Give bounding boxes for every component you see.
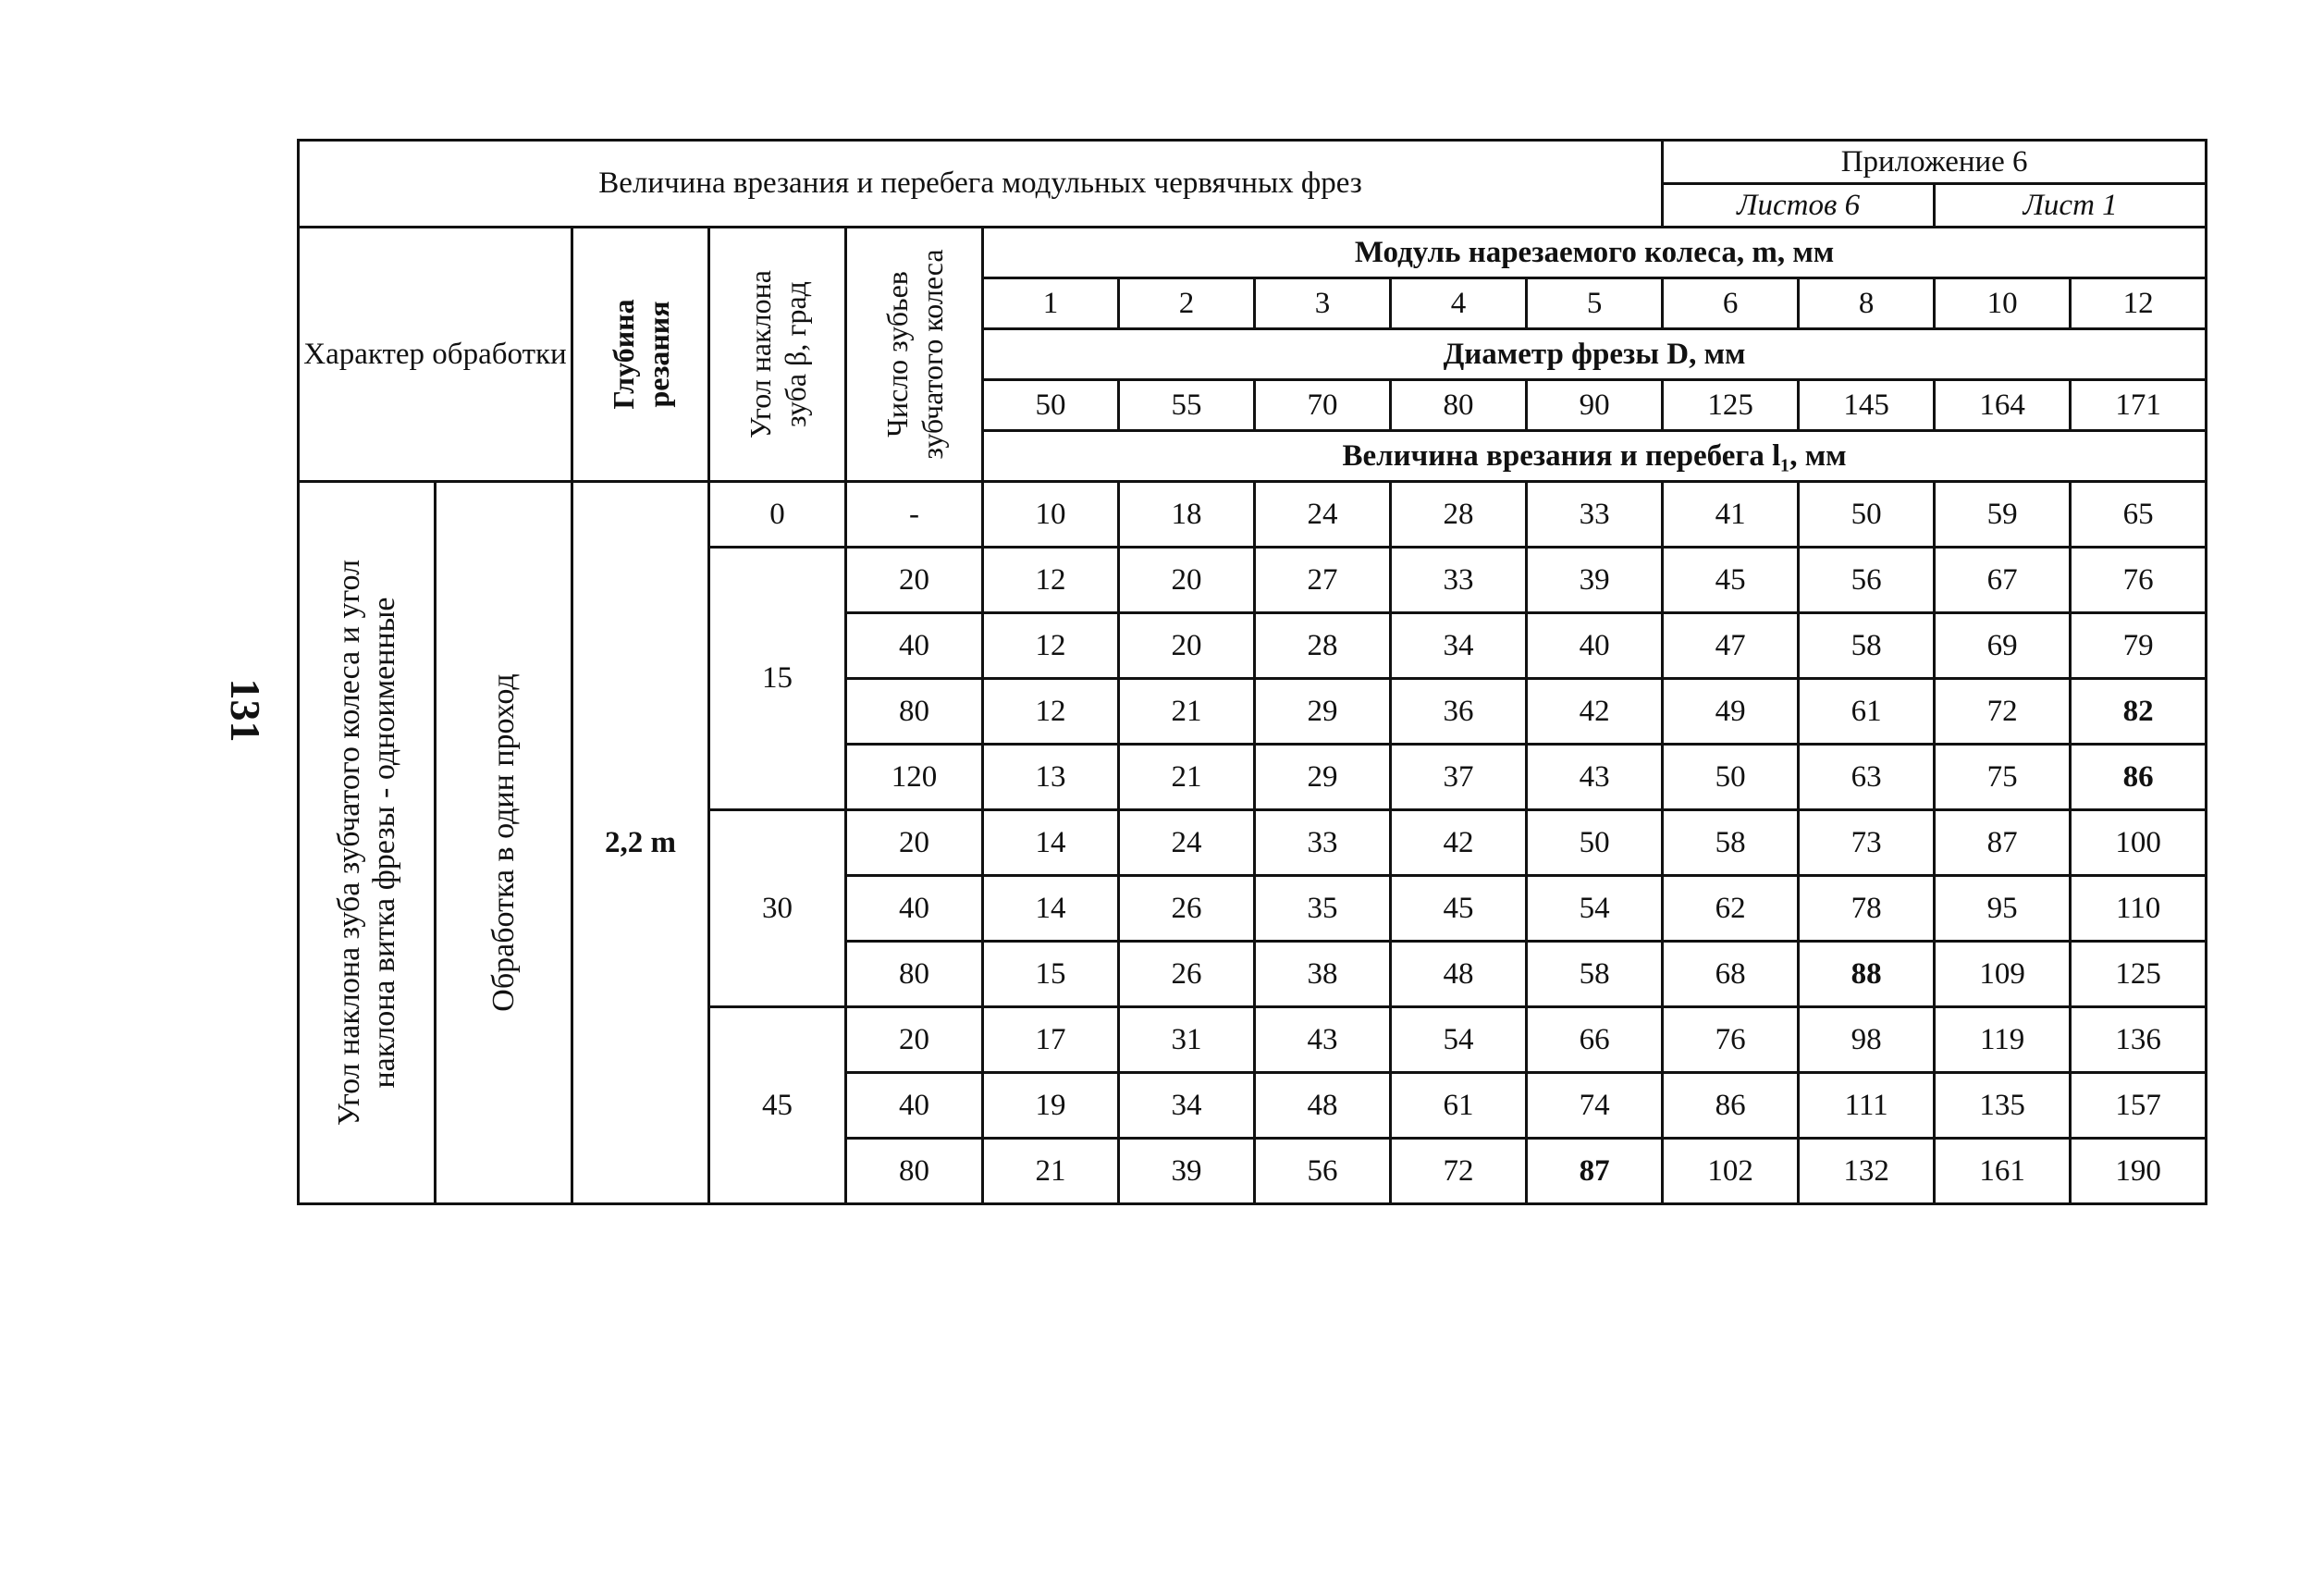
table-cell: 43 xyxy=(1527,745,1663,810)
teeth-count-value: 80 xyxy=(846,1139,983,1204)
table-cell: 102 xyxy=(1663,1139,1799,1204)
diameter-value: 70 xyxy=(1255,380,1391,431)
page-number: 131 xyxy=(222,678,269,743)
table-cell: 24 xyxy=(1255,482,1391,548)
table-cell: 13 xyxy=(983,745,1119,810)
header-processing-character: Характер обработки xyxy=(299,228,572,482)
depth-value: 2,2 m xyxy=(572,482,709,1204)
table-cell: 50 xyxy=(1663,745,1799,810)
table-cell: 24 xyxy=(1119,810,1255,876)
process-label: Обработка в один проход xyxy=(486,673,521,1012)
sheet-current: Лист 1 xyxy=(1935,184,2207,228)
table-cell: 33 xyxy=(1527,482,1663,548)
group-label: Угол наклона зуба зубчатого колеса и угол наклона витка фрезы - одноименные xyxy=(331,559,401,1127)
table-cell: 48 xyxy=(1255,1073,1391,1139)
table-cell: 42 xyxy=(1391,810,1527,876)
helix-angle-value: 15 xyxy=(709,548,846,810)
table-row xyxy=(299,482,2207,548)
module-value: 8 xyxy=(1799,278,1935,329)
table-title: Величина врезания и перебега модульных червячных фрез xyxy=(299,141,1663,228)
header-helix-angle-text: Угол наклона зуба β, град xyxy=(743,270,812,438)
helix-angle-value: 45 xyxy=(709,1007,846,1204)
table-cell: 26 xyxy=(1119,876,1255,942)
table-cell: 35 xyxy=(1255,876,1391,942)
table-cell: 58 xyxy=(1527,942,1663,1007)
table-cell: 119 xyxy=(1935,1007,2071,1073)
table-cell: 62 xyxy=(1663,876,1799,942)
table-cell: 69 xyxy=(1935,613,2071,679)
diameter-value: 80 xyxy=(1391,380,1527,431)
diameter-value: 50 xyxy=(983,380,1119,431)
header-helix-angle xyxy=(709,228,846,482)
teeth-count-value: - xyxy=(846,482,983,548)
header-teeth-count xyxy=(846,228,983,482)
table-cell: 190 xyxy=(2071,1139,2207,1204)
table-cell: 20 xyxy=(1119,548,1255,613)
table-cell: 26 xyxy=(1119,942,1255,1007)
table-cell: 19 xyxy=(983,1073,1119,1139)
table-cell: 56 xyxy=(1255,1139,1391,1204)
table-cell: 20 xyxy=(1119,613,1255,679)
table-cell: 82 xyxy=(2071,679,2207,745)
table-cell: 74 xyxy=(1527,1073,1663,1139)
table-cell: 86 xyxy=(2071,745,2207,810)
table-cell: 73 xyxy=(1799,810,1935,876)
header-cut-depth xyxy=(572,228,709,482)
helix-angle-value: 0 xyxy=(709,482,846,548)
table-cell: 135 xyxy=(1935,1073,2071,1139)
group-label-cell xyxy=(299,482,436,1204)
table-cell: 12 xyxy=(983,548,1119,613)
header-cut-depth-text: Глубина резания xyxy=(606,299,675,410)
table-cell: 38 xyxy=(1255,942,1391,1007)
header-value-label: Величина врезания и перебега l₁, мм xyxy=(983,431,2207,482)
table-cell: 18 xyxy=(1119,482,1255,548)
table-cell: 132 xyxy=(1799,1139,1935,1204)
table-cell: 21 xyxy=(983,1139,1119,1204)
teeth-count-value: 20 xyxy=(846,548,983,613)
table-cell: 54 xyxy=(1391,1007,1527,1073)
table-cell: 28 xyxy=(1391,482,1527,548)
table-cell: 39 xyxy=(1119,1139,1255,1204)
table-cell: 110 xyxy=(2071,876,2207,942)
table-cell: 161 xyxy=(1935,1139,2071,1204)
table-cell: 100 xyxy=(2071,810,2207,876)
helix-angle-value: 30 xyxy=(709,810,846,1007)
header-teeth-count-text: Число зубьев зубчатого колеса xyxy=(879,249,949,460)
table-cell: 59 xyxy=(1935,482,2071,548)
table-cell: 75 xyxy=(1935,745,2071,810)
data-table xyxy=(297,139,2207,1205)
teeth-count-value: 20 xyxy=(846,810,983,876)
header-module-label: Модуль нарезаемого колеса, m, мм xyxy=(983,228,2207,278)
teeth-count-value: 40 xyxy=(846,876,983,942)
table-cell: 41 xyxy=(1663,482,1799,548)
table-cell: 15 xyxy=(983,942,1119,1007)
table-cell: 58 xyxy=(1663,810,1799,876)
table-cell: 40 xyxy=(1527,613,1663,679)
table-cell: 63 xyxy=(1799,745,1935,810)
module-value: 3 xyxy=(1255,278,1391,329)
module-value: 6 xyxy=(1663,278,1799,329)
table-cell: 27 xyxy=(1255,548,1391,613)
table-cell: 61 xyxy=(1391,1073,1527,1139)
table-cell: 54 xyxy=(1527,876,1663,942)
table-cell: 88 xyxy=(1799,942,1935,1007)
process-label-cell xyxy=(436,482,572,1204)
table-cell: 50 xyxy=(1527,810,1663,876)
table-cell: 111 xyxy=(1799,1073,1935,1139)
table-cell: 34 xyxy=(1391,613,1527,679)
table-cell: 14 xyxy=(983,876,1119,942)
teeth-count-value: 80 xyxy=(846,942,983,1007)
table-cell: 56 xyxy=(1799,548,1935,613)
table-cell: 87 xyxy=(1935,810,2071,876)
table-cell: 65 xyxy=(2071,482,2207,548)
table-cell: 21 xyxy=(1119,745,1255,810)
table-cell: 34 xyxy=(1119,1073,1255,1139)
diameter-value: 145 xyxy=(1799,380,1935,431)
diameter-value: 90 xyxy=(1527,380,1663,431)
teeth-count-value: 20 xyxy=(846,1007,983,1073)
module-value: 12 xyxy=(2071,278,2207,329)
diameter-value: 125 xyxy=(1663,380,1799,431)
appendix-label: Приложение 6 xyxy=(1663,141,2207,184)
table-cell: 87 xyxy=(1527,1139,1663,1204)
table-cell: 136 xyxy=(2071,1007,2207,1073)
table-cell: 42 xyxy=(1527,679,1663,745)
table-cell: 157 xyxy=(2071,1073,2207,1139)
table-cell: 12 xyxy=(983,679,1119,745)
teeth-count-value: 40 xyxy=(846,613,983,679)
table-cell: 86 xyxy=(1663,1073,1799,1139)
diameter-value: 164 xyxy=(1935,380,2071,431)
table-cell: 76 xyxy=(2071,548,2207,613)
table-cell: 47 xyxy=(1663,613,1799,679)
table-cell: 43 xyxy=(1255,1007,1391,1073)
table-cell: 125 xyxy=(2071,942,2207,1007)
table-cell: 45 xyxy=(1663,548,1799,613)
teeth-count-value: 80 xyxy=(846,679,983,745)
table-cell: 66 xyxy=(1527,1007,1663,1073)
teeth-count-value: 40 xyxy=(846,1073,983,1139)
diameter-value: 171 xyxy=(2071,380,2207,431)
module-value: 4 xyxy=(1391,278,1527,329)
table-cell: 33 xyxy=(1255,810,1391,876)
table-cell: 14 xyxy=(983,810,1119,876)
header-diameter-label: Диаметр фрезы D, мм xyxy=(983,329,2207,380)
table-cell: 17 xyxy=(983,1007,1119,1073)
table-cell: 45 xyxy=(1391,876,1527,942)
table-cell: 33 xyxy=(1391,548,1527,613)
table-cell: 72 xyxy=(1391,1139,1527,1204)
table-cell: 67 xyxy=(1935,548,2071,613)
table-cell: 31 xyxy=(1119,1007,1255,1073)
table-cell: 49 xyxy=(1663,679,1799,745)
table-cell: 48 xyxy=(1391,942,1527,1007)
table-cell: 98 xyxy=(1799,1007,1935,1073)
table-cell: 109 xyxy=(1935,942,2071,1007)
module-value: 2 xyxy=(1119,278,1255,329)
module-value: 5 xyxy=(1527,278,1663,329)
module-value: 1 xyxy=(983,278,1119,329)
table-cell: 50 xyxy=(1799,482,1935,548)
diameter-value: 55 xyxy=(1119,380,1255,431)
table-cell: 28 xyxy=(1255,613,1391,679)
table-cell: 29 xyxy=(1255,745,1391,810)
table-cell: 95 xyxy=(1935,876,2071,942)
table-cell: 61 xyxy=(1799,679,1935,745)
table-cell: 58 xyxy=(1799,613,1935,679)
table-cell: 29 xyxy=(1255,679,1391,745)
sheets-total: Листов 6 xyxy=(1663,184,1935,228)
table-cell: 72 xyxy=(1935,679,2071,745)
table-cell: 78 xyxy=(1799,876,1935,942)
teeth-count-value: 120 xyxy=(846,745,983,810)
table-cell: 37 xyxy=(1391,745,1527,810)
table-cell: 79 xyxy=(2071,613,2207,679)
module-value: 10 xyxy=(1935,278,2071,329)
table-cell: 68 xyxy=(1663,942,1799,1007)
table-cell: 76 xyxy=(1663,1007,1799,1073)
table-cell: 12 xyxy=(983,613,1119,679)
table-cell: 10 xyxy=(983,482,1119,548)
table-cell: 39 xyxy=(1527,548,1663,613)
table-cell: 21 xyxy=(1119,679,1255,745)
table-cell: 36 xyxy=(1391,679,1527,745)
